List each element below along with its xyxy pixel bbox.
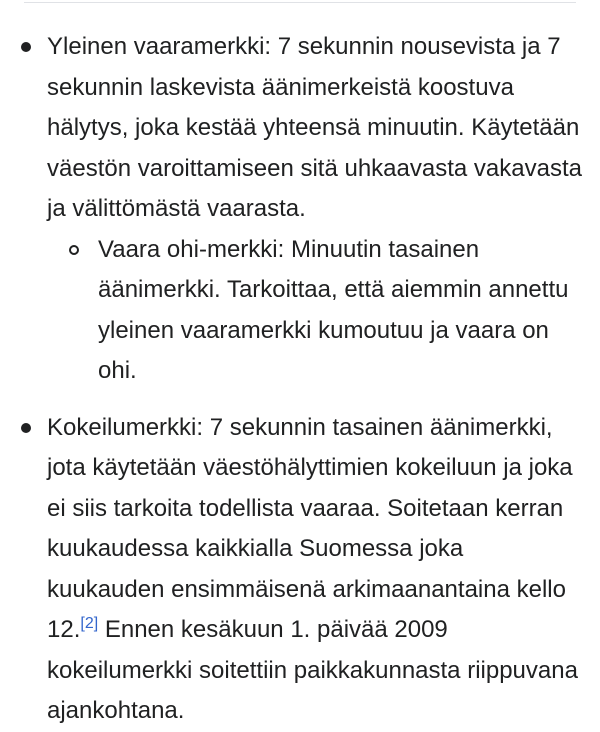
list-item-text: Kokeilumerkki: 7 sekunnin tasainen äänimerkki, jota käytetään väestöhälyttimien kokeiluun ja joka ei siis tarkoita todellista vaaraa. Soitetaan kerran kuukaudessa kaikkialla Suomessa joka kuukauden ensimmäisenä arkimaanantaina kello 12. [47,413,573,643]
section-divider [24,2,576,3]
list-item-test-signal [0,408,600,732]
list-item-danger-over [47,230,582,392]
bullet-disc-icon [21,42,31,52]
list-item-general-alarm [0,27,600,392]
sub-list-item-text: Vaara ohi-merkki: Minuutin tasainen äänimerkki. Tarkoittaa, että aiemmin annettu yleinen vaaramerkki kumoutuu ja vaara on ohi. [98,235,569,384]
list-spacer [0,392,600,408]
bullet-list [0,27,600,732]
bullet-disc-icon [21,423,31,433]
list-item-text: Yleinen vaaramerkki: 7 sekunnin nousevista ja 7 sekunnin laskevista äänimerkeistä koostuva hälytys, joka kestää yhteensä minuutin. Käytetään väestön varoittamiseen sitä uhkaavasta vakavasta ja välittömästä vaarasta. [47,33,582,222]
sub-bullet-list [47,230,582,392]
reference-link[interactable]: [2] [80,615,99,632]
list-item-text-continued: Ennen kesäkuun 1. päivää 2009 kokeilumerkki soitettiin paikkakunnasta riippuvana ajankohtana. [47,616,578,724]
bullet-circle-icon [69,245,79,255]
article-content [0,27,600,732]
